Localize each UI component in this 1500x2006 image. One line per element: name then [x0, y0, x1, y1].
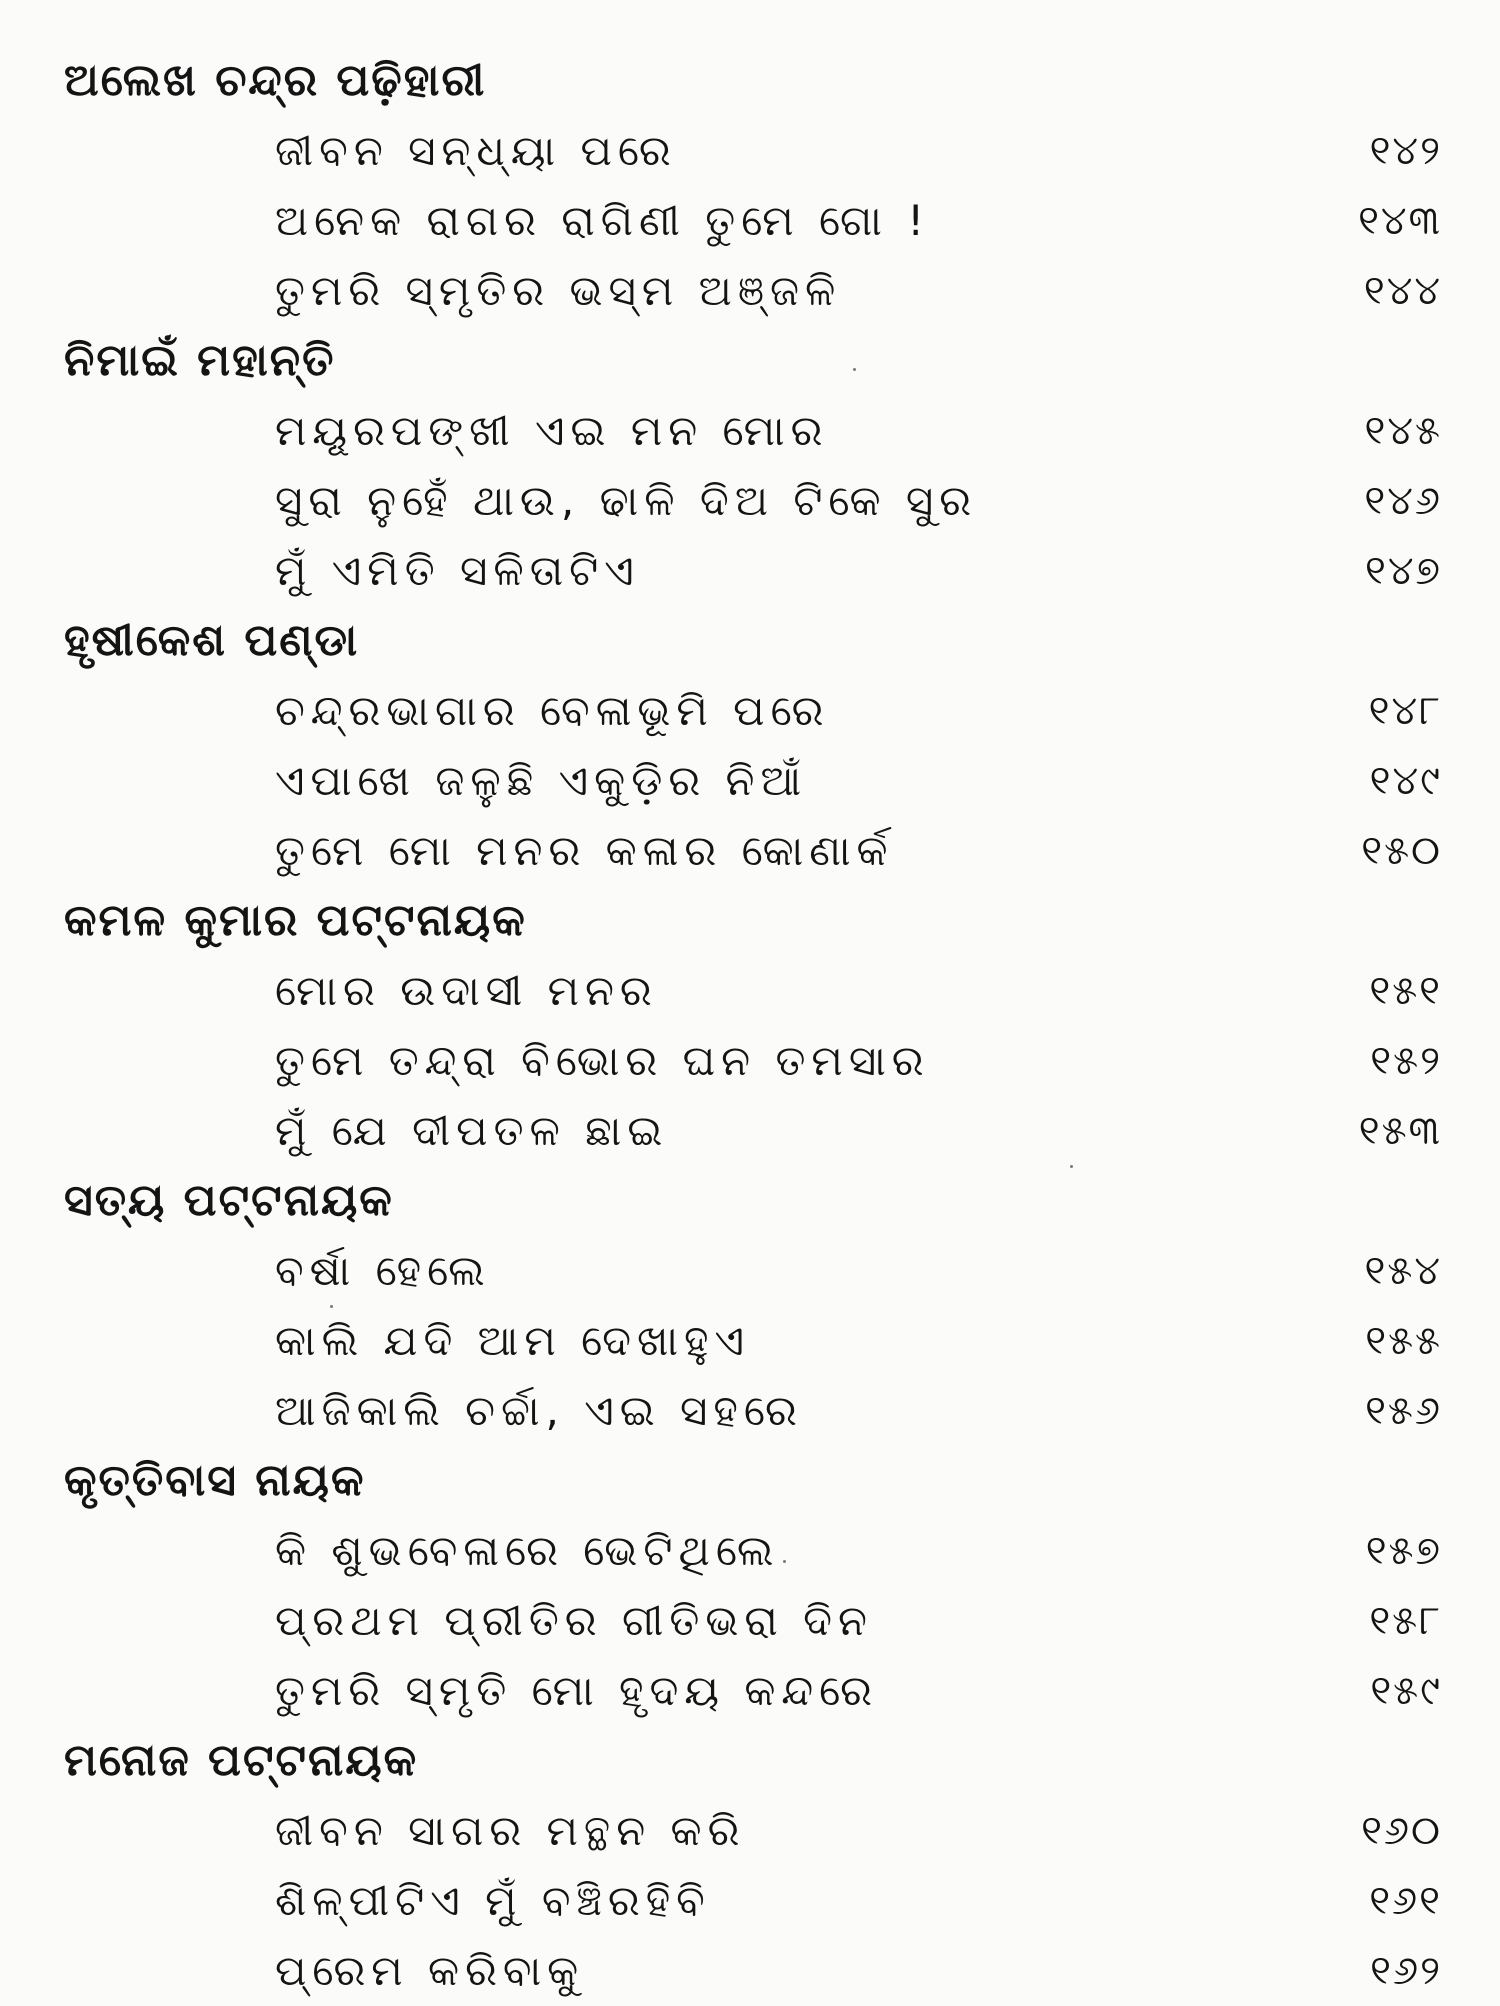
page-number: ୧୪୯: [1369, 758, 1442, 804]
poem-title: ବର୍ଷା ହେଲେ: [275, 1246, 491, 1295]
poem-title: କି ଶୁଭବେଳାରେ ଭେଟିଥିଲେ: [275, 1526, 780, 1575]
page-number: ୧୬୦: [1361, 1808, 1442, 1854]
poem-entry: [0, 1936, 1500, 2006]
poem-entry: [0, 116, 1500, 186]
page-number: ୧୫୨: [1370, 1038, 1442, 1084]
poem-title: ଜୀବନ ସନ୍ଧ୍ୟା ପରେ: [275, 126, 677, 175]
poem-title: ଆଜିକାଲି ଚର୍ଚ୍ଚା, ଏଇ ସହରେ: [275, 1386, 803, 1435]
poem-entry: [0, 676, 1500, 746]
paper-speck: [330, 1305, 333, 1308]
poem-title: ଜୀବନ ସାଗର ମନ୍ଥନ କରି: [275, 1806, 746, 1855]
poem-entry: [0, 1306, 1500, 1376]
page-number: ୧୪୫: [1364, 408, 1442, 454]
poem-entry: [0, 816, 1500, 886]
author-heading: ଅଲେଖ ଚନ୍ଦ୍ର ପଢ଼ିହାରୀ: [64, 55, 487, 106]
poem-title: ସୁରା ନୁହେଁ ଥାଉ, ଢାଳି ଦିଅ ଟିକେ ସୁର: [275, 476, 978, 525]
author-heading: ନିମାଇଁ ମହାନ୍ତି: [64, 335, 336, 386]
author-heading: ସତ୍ୟ ପଟ୍ଟନାୟକ: [64, 1175, 394, 1226]
poem-title: ମୁଁ ଏମିତି ସଳିତାଟିଏ: [275, 546, 640, 595]
page-number: ୧୪୭: [1365, 548, 1442, 594]
poem-entry: [0, 956, 1500, 1026]
poem-entry: [0, 466, 1500, 536]
poem-title: ପ୍ରଥମ ପ୍ରୀତିର ଗୀତିଭରା ଦିନ: [275, 1596, 873, 1645]
poem-entry: [0, 256, 1500, 326]
poem-title: ଅନେକ ରାଗର ରାଗିଣୀ ତୁମେ ଗୋ !: [275, 196, 931, 245]
poem-title: ପ୍ରେମ କରିବାକୁ: [275, 1946, 585, 1995]
poem-title: ତୁମେ ତନ୍ଦ୍ରା ବିଭୋର ଘନ ତମସାର: [275, 1036, 930, 1085]
paper-speck: [783, 1560, 786, 1563]
poem-entry: [0, 186, 1500, 256]
poem-title: କାଲି ଯଦି ଆମ ଦେଖାହୁଏ: [275, 1316, 751, 1365]
poem-entry: [0, 1656, 1500, 1726]
page-number: ୧୫୬: [1365, 1388, 1442, 1434]
page-number: ୧୪୪: [1363, 268, 1442, 314]
page-number: ୧୬୧: [1369, 1878, 1442, 1924]
poem-title: ଶିଳ୍ପୀଟିଏ ମୁଁ ବଞ୍ଚିରହିବି: [275, 1876, 711, 1925]
page-number: ୧୫୮: [1369, 1598, 1442, 1644]
page-number: ୧୫୩: [1358, 1108, 1442, 1154]
author-heading: ହୃଷୀକେଶ ପଣ୍ଡା: [64, 615, 360, 666]
author-heading: କୃତ୍ତିବାସ ନାୟକ: [64, 1455, 366, 1506]
author-heading: ମନୋଜ ପଟ୍ଟନାୟକ: [64, 1735, 419, 1786]
poem-entry: [0, 396, 1500, 466]
page-number: ୧୫୪: [1364, 1248, 1442, 1294]
page-number: ୧୫୫: [1365, 1318, 1442, 1364]
poem-title: ତୁମରି ସ୍ମୃତିର ଭସ୍ମ ଅଞ୍ଜଳି: [275, 266, 842, 315]
paper-speck: [1070, 1165, 1073, 1168]
poem-entry: [0, 536, 1500, 606]
page-number: ୧୪୮: [1368, 688, 1442, 734]
poem-title: ମୋର ଉଦାସୀ ମନର: [275, 966, 658, 1015]
poem-entry: [0, 1026, 1500, 1096]
poem-entry: [0, 1866, 1500, 1936]
page-number: ୧୪୬: [1364, 478, 1442, 524]
poem-title: ମୁଁ ଯେ ଦୀପତଳ ଛାଇ: [275, 1106, 669, 1155]
poem-title: ତୁମେ ମୋ ମନର କଳାର କୋଣାର୍କ: [275, 826, 894, 875]
page-number: ୧୫୭: [1365, 1528, 1442, 1574]
poem-entry: [0, 746, 1500, 816]
poem-entry: [0, 1096, 1500, 1166]
poem-title: ଚନ୍ଦ୍ରଭାଗାର ବେଳାଭୂମି ପରେ: [275, 686, 830, 735]
poem-title: ଏପାଖେ ଜଳୁଛି ଏକୁଡ଼ିର ନିଆଁ: [275, 756, 808, 805]
poem-entry: [0, 1236, 1500, 1306]
poem-entry: [0, 1586, 1500, 1656]
paper-speck: [853, 368, 856, 371]
poem-entry: [0, 1376, 1500, 1446]
page-number: ୧୪୨: [1369, 128, 1442, 174]
contents-list: [0, 46, 1500, 2006]
page-number: ୧୬୨: [1370, 1948, 1442, 1994]
poem-title: ମୟୂରପଙ୍ଖୀ ଏଇ ମନ ମୋର: [275, 406, 829, 455]
poem-title: ତୁମରି ସ୍ମୃତି ମୋ ହୃଦୟ କନ୍ଦରେ: [275, 1666, 878, 1715]
poem-entry: [0, 1796, 1500, 1866]
page-number: ୧୫୯: [1370, 1668, 1442, 1714]
author-heading: କମଳ କୁମାର ପଟ୍ଟନାୟକ: [64, 895, 527, 946]
poem-entry: [0, 1516, 1500, 1586]
page-number: ୧୫୦: [1361, 828, 1442, 874]
page-number: ୧୫୧: [1369, 968, 1442, 1014]
page-number: ୧୪୩: [1358, 198, 1442, 244]
